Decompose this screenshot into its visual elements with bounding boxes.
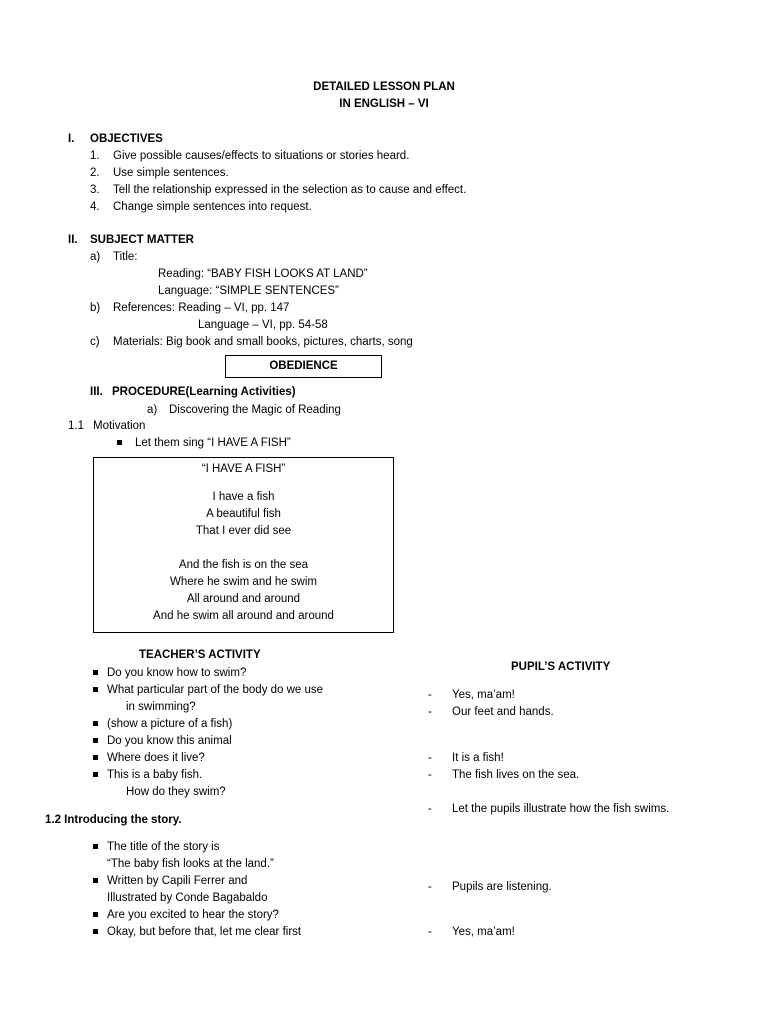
song-line: And he swim all around and around [153, 610, 334, 622]
pupil-dash: - [428, 881, 432, 893]
introducing-heading: 1.2 Introducing the story. [45, 814, 182, 826]
teacher-item: Do you know how to swim? [107, 667, 247, 679]
reading-title: Reading: “BABY FISH LOOKS AT LAND” [158, 268, 368, 280]
teacher-item: This is a baby fish. [107, 769, 203, 781]
teacher-item-continued: in swimming? [126, 701, 196, 713]
pupil-item: The fish lives on the sea. [452, 769, 580, 781]
procedure-heading: PROCEDURE(Learning Activities) [112, 386, 296, 398]
song-title: “I HAVE A FISH” [201, 463, 286, 475]
song-box [93, 457, 394, 633]
objective-number: 4. [90, 201, 100, 213]
motivation-item: Let them sing “I HAVE A FISH” [135, 437, 291, 449]
bullet-icon [93, 738, 98, 743]
teacher-item-continued: How do they swim? [126, 786, 226, 798]
pupil-dash: - [428, 752, 432, 764]
introducing-item-continued: Illustrated by Conde Bagabaldo [107, 892, 268, 904]
bullet-icon [93, 929, 98, 934]
pupil-item: Our feet and hands. [452, 706, 554, 718]
motivation-label: Motivation [93, 420, 146, 432]
bullet-icon [117, 440, 122, 445]
bullet-icon [93, 912, 98, 917]
pupil-dash: - [428, 926, 432, 938]
pupil-activity-heading: PUPIL’S ACTIVITY [511, 661, 611, 673]
references-marker: b) [90, 302, 101, 314]
pupil-item: Yes, ma’am! [452, 926, 515, 938]
teacher-item: What particular part of the body do we use [107, 684, 324, 696]
objective-item: Give possible causes/effects to situations or stories heard. [113, 150, 410, 162]
pupil-dash: - [428, 706, 432, 718]
introducing-item: The title of the story is [107, 841, 220, 853]
pupil-item: It is a fish! [452, 752, 504, 764]
song-line: All around and around [186, 593, 301, 605]
objective-number: 3. [90, 184, 100, 196]
teacher-item: (show a picture of a fish) [107, 718, 233, 730]
references-reading: References: Reading – VI, pp. 147 [113, 302, 290, 314]
bullet-icon [93, 772, 98, 777]
value-label: OBEDIENCE [269, 360, 338, 372]
bullet-icon [93, 844, 98, 849]
bullet-icon [93, 878, 98, 883]
document-title: DETAILED LESSON PLAN [313, 81, 455, 93]
introducing-item-continued: “The baby fish looks at the land.” [107, 858, 274, 870]
song-line: A beautiful fish [206, 508, 281, 520]
pupil-dash: - [428, 803, 432, 815]
bullet-icon [93, 721, 98, 726]
procedure-numeral: III. [90, 386, 103, 398]
title-label: Title: [113, 251, 138, 263]
introducing-item: Okay, but before that, let me clear first [107, 926, 302, 938]
objectives-heading: OBJECTIVES [90, 133, 163, 145]
introducing-item: Are you excited to hear the story? [107, 909, 279, 921]
bullet-icon [93, 687, 98, 692]
subject-matter-numeral: II. [68, 234, 78, 246]
references-language: Language – VI, pp. 54-58 [198, 319, 328, 331]
objective-number: 2. [90, 167, 100, 179]
pupil-item: Yes, ma’am! [452, 689, 515, 701]
motivation-number: 1.1 [68, 420, 84, 432]
bullet-icon [93, 755, 98, 760]
bullet-icon [93, 670, 98, 675]
pupil-dash: - [428, 769, 432, 781]
pupil-item: Let the pupils illustrate how the fish swims. [452, 803, 670, 815]
materials-text: Materials: Big book and small books, pictures, charts, song [113, 336, 413, 348]
teacher-item: Where does it live? [107, 752, 205, 764]
document-subtitle: IN ENGLISH – VI [339, 98, 429, 110]
song-line: And the fish is on the sea [178, 559, 309, 571]
song-line: Where he swim and he swim [170, 576, 317, 588]
song-line: That I ever did see [195, 525, 292, 537]
teacher-item: Do you know this animal [107, 735, 232, 747]
pupil-item: Pupils are listening. [452, 881, 552, 893]
pupil-dash: - [428, 689, 432, 701]
objective-item: Use simple sentences. [113, 167, 229, 179]
objective-item: Change simple sentences into request. [113, 201, 312, 213]
procedure-sub-marker: a) [147, 404, 158, 416]
objectives-numeral: I. [68, 133, 75, 145]
language-title: Language: “SIMPLE SENTENCES” [158, 285, 339, 297]
song-line: I have a fish [212, 491, 275, 503]
objective-number: 1. [90, 150, 100, 162]
materials-marker: c) [90, 336, 100, 348]
teacher-activity-heading: TEACHER’S ACTIVITY [139, 649, 261, 661]
introducing-item: Written by Capili Ferrer and [107, 875, 248, 887]
title-marker: a) [90, 251, 101, 263]
procedure-sub-heading: Discovering the Magic of Reading [169, 404, 341, 416]
subject-matter-heading: SUBJECT MATTER [90, 234, 194, 246]
objective-item: Tell the relationship expressed in the selection as to cause and effect. [113, 184, 467, 196]
value-box [225, 355, 382, 378]
